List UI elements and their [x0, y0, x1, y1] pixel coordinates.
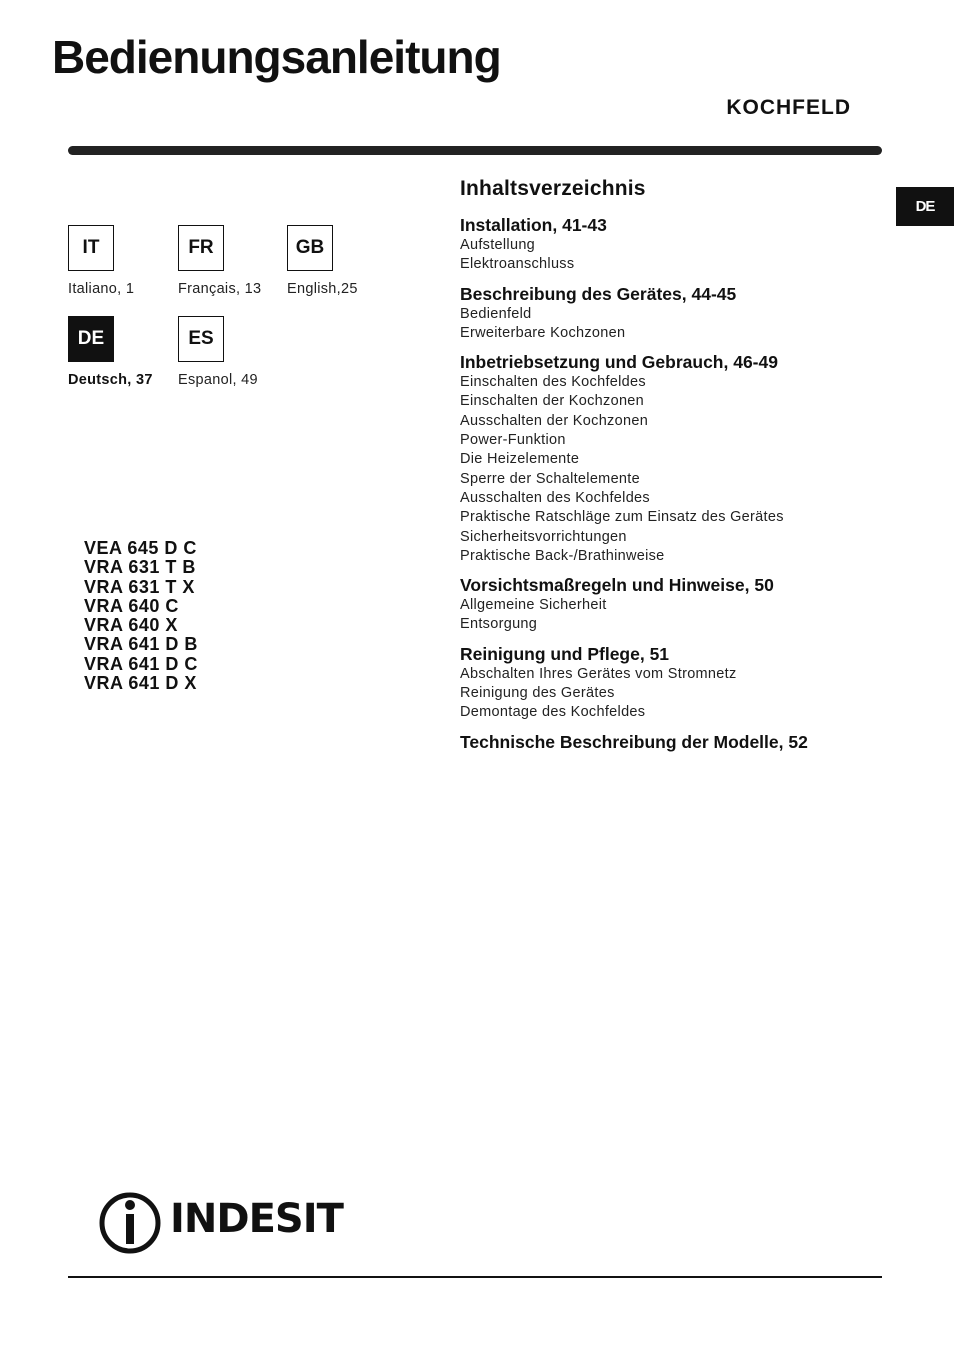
toc-item[interactable]: Allgemeine Sicherheit [460, 597, 607, 614]
toc-item[interactable]: Abschalten Ihres Gerätes vom Stromnetz [460, 665, 737, 682]
toc-heading[interactable]: Inbetriebsetzung und Gebrauch, 46-49 [460, 352, 778, 373]
language-index [68, 225, 428, 405]
language-page-label: Français, 13 [178, 281, 262, 297]
model-number: VEA 645 D C [84, 538, 197, 558]
toc-section-cleaning [460, 644, 890, 723]
toc-section-technical [460, 732, 890, 753]
toc-heading[interactable]: Installation, 41-43 [460, 215, 607, 235]
toc-item[interactable]: Sperre der Schaltelemente [460, 470, 640, 487]
toc-item[interactable]: Reinigung des Gerätes [460, 685, 615, 702]
toc-item[interactable]: Erweiterbare Kochzonen [460, 324, 626, 341]
model-number: VRA 641 D X [84, 673, 197, 694]
model-number: VRA 631 T B [84, 557, 196, 578]
language-code-box: FR [178, 225, 224, 271]
footer-divider [68, 1276, 882, 1278]
language-item-gb[interactable] [287, 225, 397, 297]
page-title: Bedienungsanleitung [52, 31, 501, 83]
toc-title: Inhaltsverzeichnis [460, 177, 646, 200]
table-of-contents [460, 177, 890, 762]
toc-item[interactable]: Aufstellung [460, 237, 536, 253]
toc-item[interactable]: Praktische Ratschläge zum Einsatz des Gerätes [460, 509, 784, 526]
model-number: VRA 640 X [84, 615, 178, 636]
toc-section-installation [460, 215, 890, 275]
toc-heading[interactable]: Vorsichtsmaßregeln und Hinweise, 50 [460, 575, 774, 596]
model-number: VRA 641 D C [84, 653, 198, 674]
language-page-label: Italiano, 1 [68, 281, 135, 297]
toc-item[interactable]: Ausschalten der Kochzonen [460, 412, 649, 429]
model-list [84, 539, 198, 693]
language-item-de[interactable] [68, 316, 178, 388]
language-item-es[interactable] [178, 316, 288, 388]
toc-item[interactable]: Die Heizelemente [460, 451, 580, 468]
product-category: KOCHFELD [726, 96, 851, 119]
toc-heading[interactable]: Beschreibung des Gerätes, 44-45 [460, 283, 737, 304]
model-number: VRA 640 C [84, 595, 179, 616]
brand-name: INDESIT [170, 1196, 343, 1242]
language-page-label: Espanol, 49 [178, 372, 258, 388]
toc-section-precautions [460, 575, 890, 635]
model-number: VRA 631 T X [84, 576, 195, 597]
toc-item[interactable]: Sicherheitsvorrichtungen [460, 528, 627, 545]
toc-item[interactable]: Demontage des Kochfeldes [460, 704, 646, 721]
language-code-box: GB [287, 225, 333, 271]
language-item-fr[interactable] [178, 225, 288, 297]
model-number: VRA 641 D B [84, 634, 198, 655]
toc-item[interactable]: Bedienfeld [460, 305, 532, 322]
header-divider [68, 146, 882, 155]
toc-item[interactable]: Praktische Back-/Brathinweise [460, 547, 665, 564]
toc-heading[interactable]: Technische Beschreibung der Modelle, 52 [460, 731, 808, 752]
toc-item[interactable]: Elektroanschluss [460, 256, 575, 273]
toc-item[interactable]: Ausschalten des Kochfeldes [460, 489, 650, 506]
language-tab: DE [896, 187, 954, 226]
toc-section-description [460, 284, 890, 344]
toc-heading[interactable]: Reinigung und Pflege, 51 [460, 643, 670, 664]
language-page-label: Deutsch, 37 [68, 372, 153, 388]
language-page-label: English,25 [287, 281, 358, 297]
language-code-box: IT [68, 225, 114, 271]
toc-section-usage [460, 352, 890, 566]
toc-item[interactable]: Einschalten der Kochzonen [460, 393, 645, 410]
language-code-box: DE [68, 316, 114, 362]
toc-item[interactable]: Einschalten des Kochfeldes [460, 374, 646, 391]
indesit-logo [98, 1190, 343, 1256]
language-item-it[interactable] [68, 225, 178, 297]
language-code-box: ES [178, 316, 224, 362]
toc-item[interactable]: Power-Funktion [460, 432, 566, 449]
toc-item[interactable]: Entsorgung [460, 616, 538, 633]
indesit-i-logo-icon [98, 1190, 164, 1256]
